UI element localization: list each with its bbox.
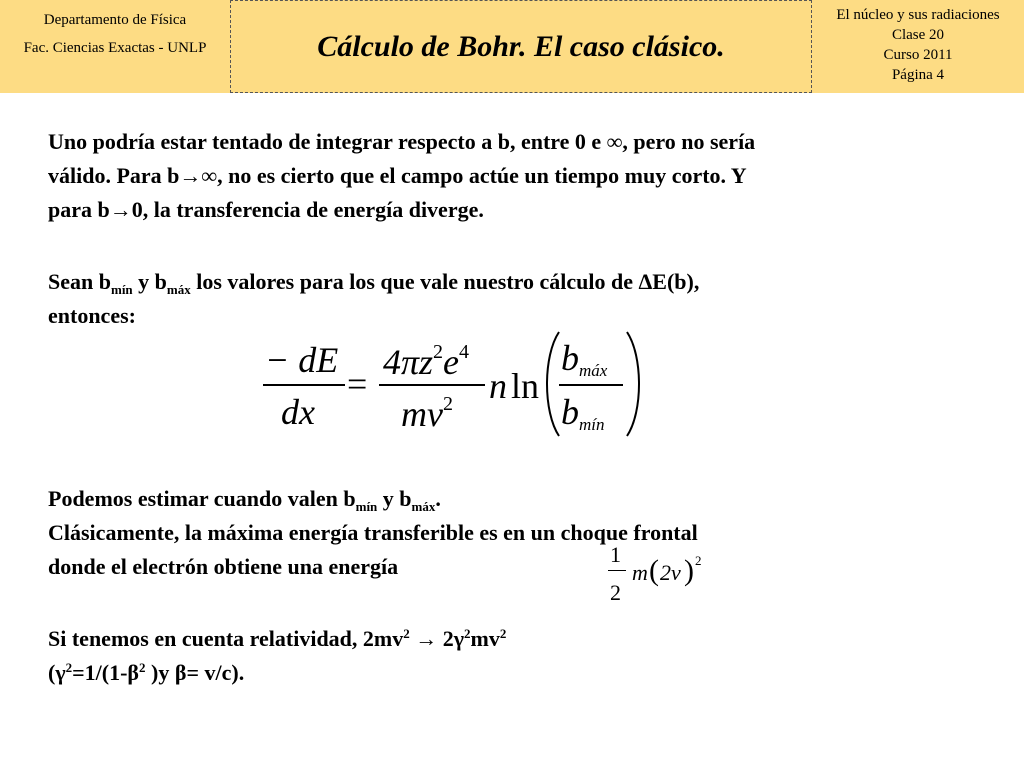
department-label: Departamento de Física [43, 12, 187, 28]
open-paren: ( [649, 554, 659, 587]
header-right [812, 0, 1024, 93]
formula-ln: ln [511, 366, 540, 406]
mass-symbol: m [632, 560, 648, 585]
text-line: Podemos estimar cuando valen $b_{mín}$ y $b_{máx}$. [48, 486, 441, 514]
paragraph-relativity [48, 622, 506, 690]
text-line: válido. Para b→∞, no es cierto que el campo actúe un tiempo muy corto. Y [48, 163, 747, 188]
half-denominator: 2 [610, 580, 621, 605]
paragraph-classical [48, 516, 698, 587]
fraction-bar [263, 384, 345, 386]
close-paren: ) [684, 554, 694, 587]
formula-equals: = [347, 364, 368, 404]
course-year: Curso 2011 [883, 47, 953, 63]
inner-term: 2v [660, 560, 681, 585]
text-line: Sean $b_{mín}$ y $b_{máx}$ los valores para los que vale nuestro cálculo de ΔE(b), [48, 269, 700, 297]
slide-title-box [230, 0, 812, 93]
energy-exponent: 2 [695, 553, 702, 568]
formula-lhs-numerator: − dE [265, 340, 339, 380]
max-energy-formula [604, 542, 714, 606]
paragraph-integration [48, 125, 755, 227]
text-line: ($\gamma^2=1/(1-\beta^2$ )y β= v/c). [48, 660, 245, 685]
right-paren-icon [623, 330, 645, 438]
stopping-power-formula [255, 328, 655, 440]
page-number: Página 4 [891, 67, 945, 83]
half-numerator: 1 [610, 542, 621, 567]
formula-rhs-numerator: $4\pi z^2e^4$ [383, 341, 470, 382]
header-left [0, 0, 230, 93]
formula-lhs-denominator: dx [281, 392, 315, 432]
slide-title: Cálculo de Bohr. El caso clásico. [317, 29, 725, 63]
fraction-bar [379, 384, 485, 386]
fraction-bar [559, 384, 623, 386]
paragraph-limits [48, 265, 699, 333]
text-line: Clásicamente, la máxima energía transferible es en un choque frontal [48, 520, 698, 545]
fraction-bar [608, 570, 626, 571]
text-line: Uno podría estar tentado de integrar respecto a b, entre 0 e ∞, pero no sería [48, 129, 756, 154]
text-line: para b→0, la transferencia de energía diverge. [48, 197, 484, 222]
course-topic: El núcleo y sus radiaciones [836, 7, 1000, 23]
faculty-label: Fac. Ciencias Exactas - UNLP [23, 40, 207, 56]
formula-n: n [489, 366, 507, 406]
paragraph-estimate [48, 482, 441, 516]
formula-rhs-denominator: $mv^2$ [401, 393, 453, 434]
b-min-symbol: bmín [561, 392, 605, 434]
b-max-symbol: bmáx [561, 338, 608, 380]
text-line: Si tenemos en cuenta relatividad, $2mv^2 \to 2\gamma^2mv^2$ [48, 626, 507, 651]
class-number: Clase 20 [891, 27, 945, 43]
text-line: donde el electrón obtiene una energía [48, 554, 399, 579]
text-line: entonces: [48, 303, 136, 328]
